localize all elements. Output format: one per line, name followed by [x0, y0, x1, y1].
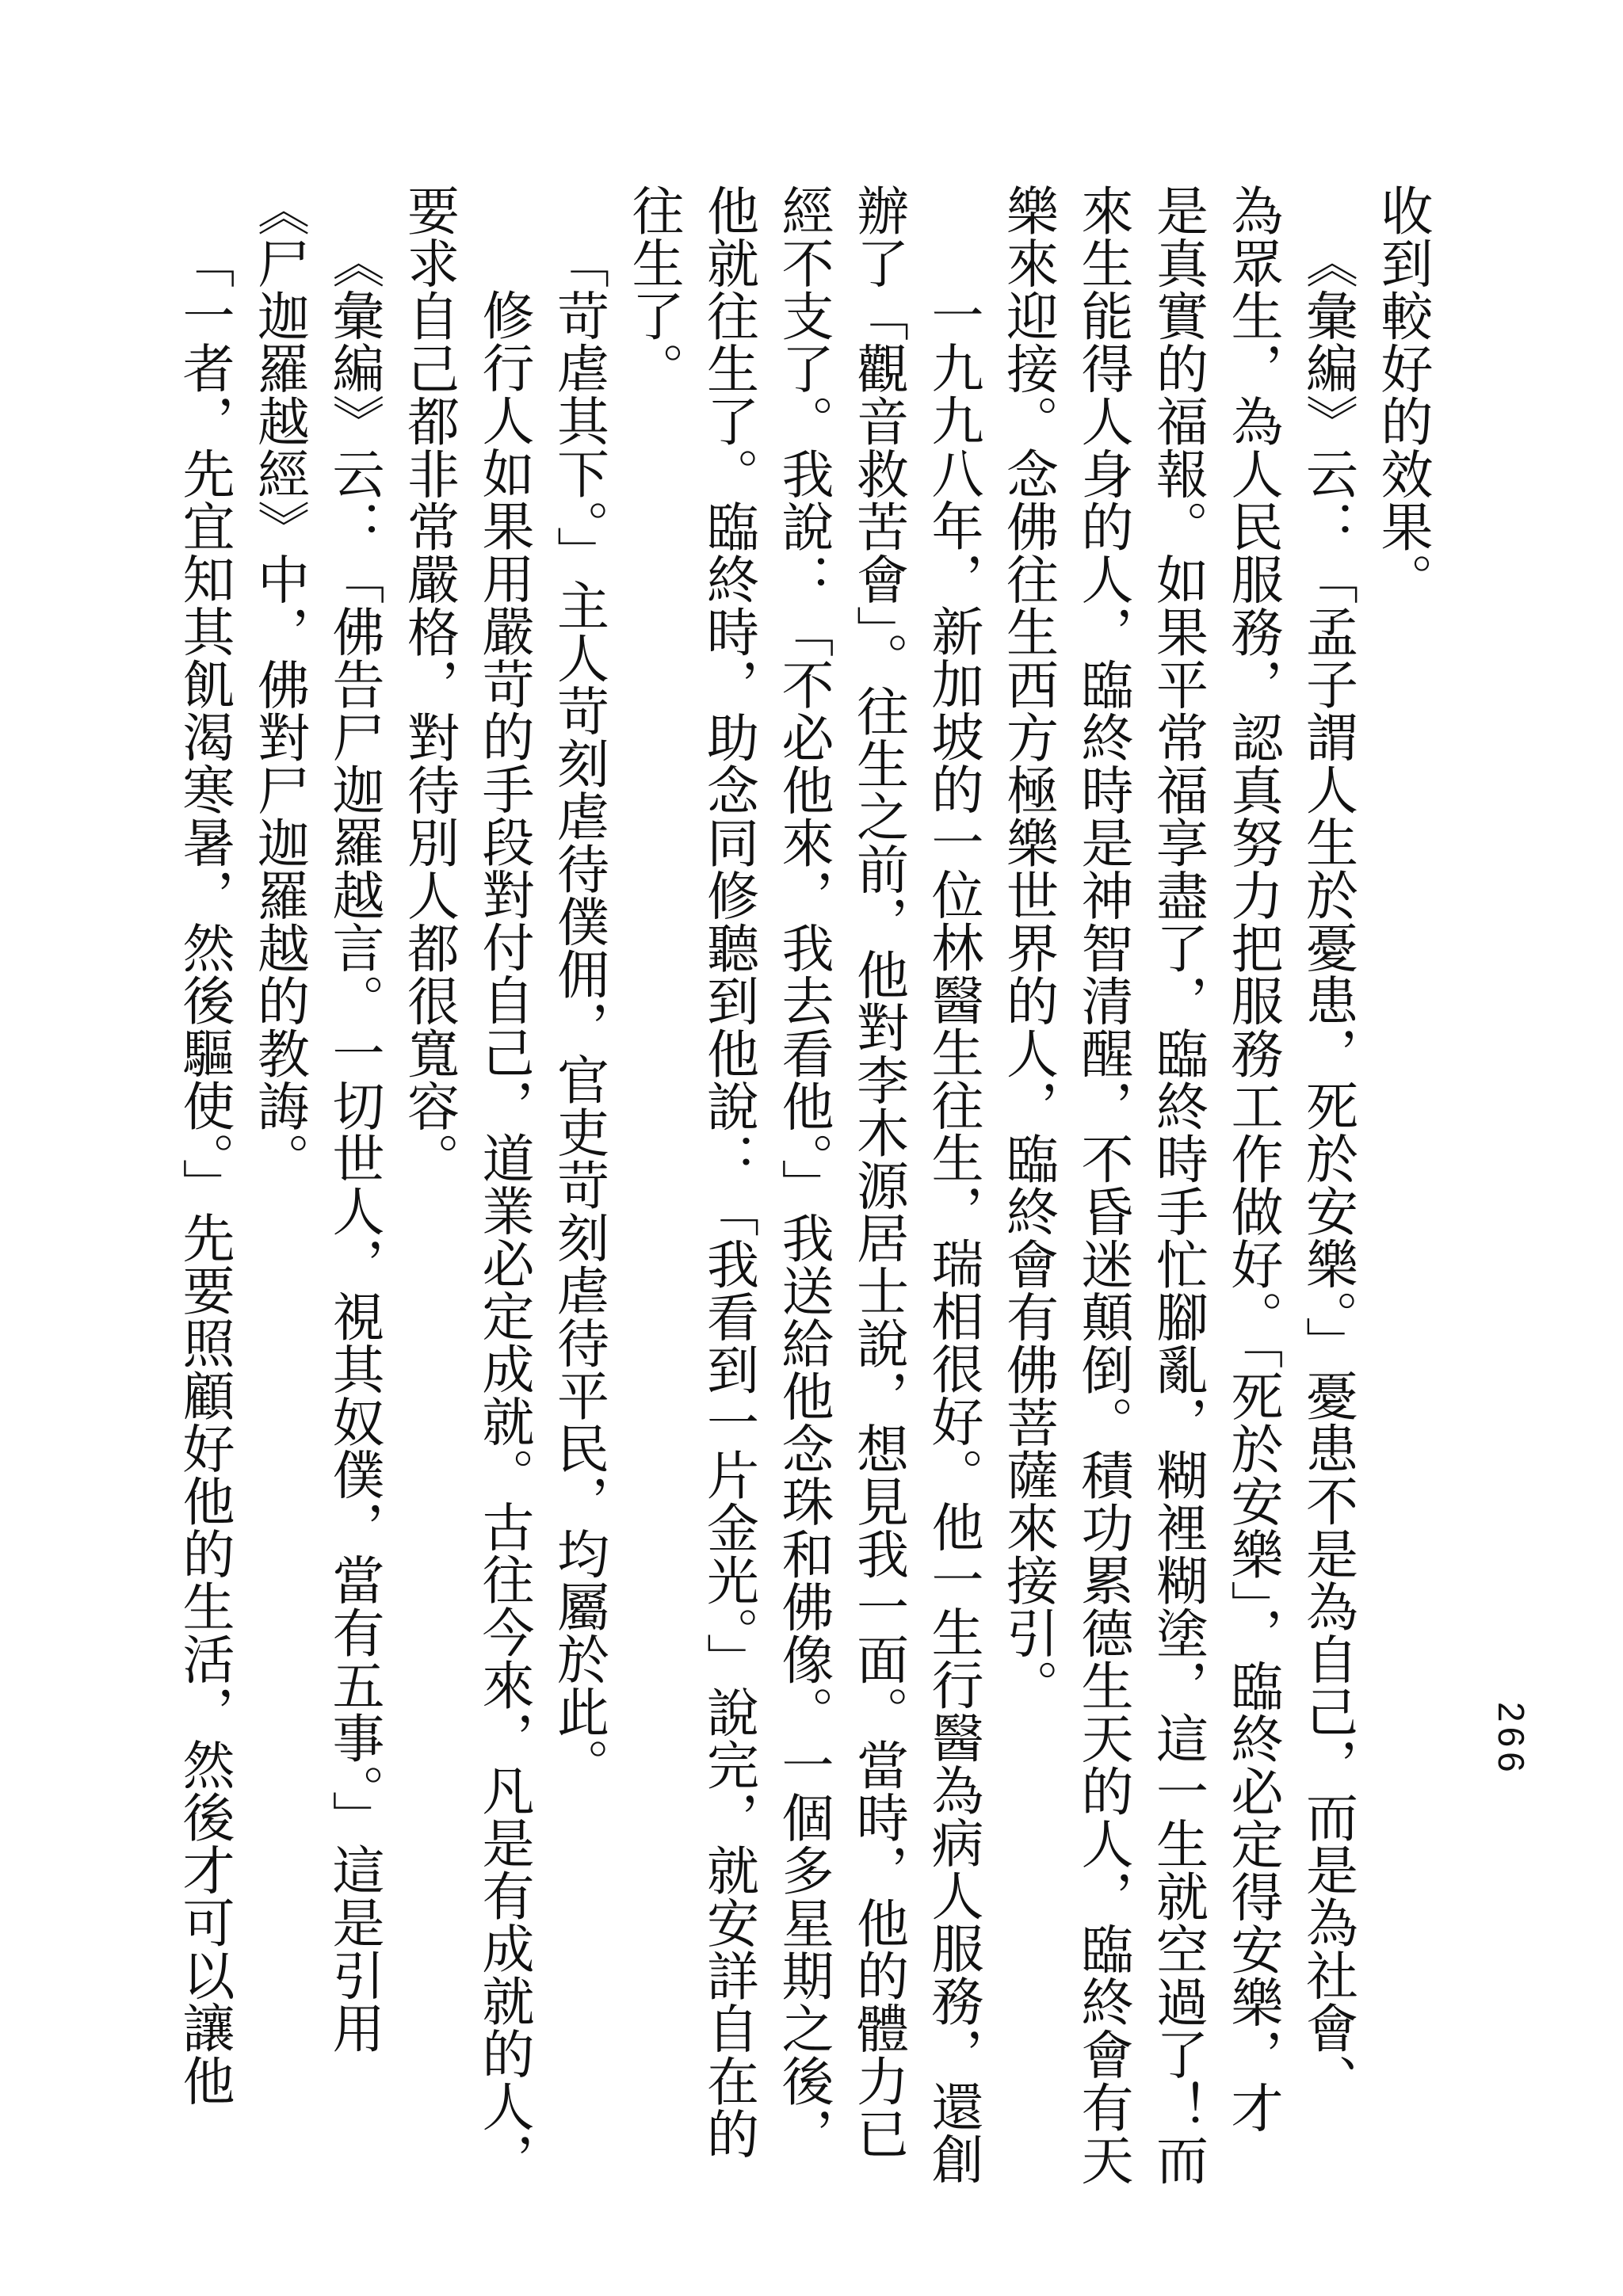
text-column: 《尸迦羅越經》中，佛對尸迦羅越的教誨。	[248, 184, 310, 1185]
text-column: 樂來迎接。念佛往生西方極樂世界的人，臨終會有佛菩薩來接引。	[997, 184, 1059, 1712]
text-column: 要求自己都非常嚴格，對待別人都很寬容。	[398, 184, 460, 1185]
text-column: 一九九八年，新加坡的一位林醫生往生，瑞相很好。他一生行醫為病人服務，還創	[922, 288, 983, 2185]
body-text	[166, 184, 1440, 2212]
text-column: 他就往生了。臨終時，助念同修聽到他說：「我看到一片金光。」說完，就安詳自在的	[697, 184, 759, 2160]
text-column: 辦了「觀音救苦會」。往生之前，他對李木源居士說，想見我一面。當時，他的體力已	[847, 184, 909, 2160]
text-column: 《彙編》云：「孟子謂人生於憂患，死於安樂。」憂患不是為自己，而是為社會、	[1296, 236, 1358, 2107]
text-column: 經不支了。我說：「不必他來，我去看他。」我送給他念珠和佛像。一個多星期之後，	[773, 184, 834, 2160]
text-column: 《彙編》云：「佛告尸迦羅越言。一切世人，視其奴僕，當有五事。」這是引用	[323, 236, 384, 2054]
text-column: 往生了。	[623, 184, 684, 395]
page-number: 266	[1491, 1702, 1532, 1777]
text-column: 「苛虐其下。」主人苛刻虐待僕佣，官吏苛刻虐待平民，均屬於此。	[548, 236, 609, 1791]
text-column: 收到較好的效果。	[1372, 184, 1433, 605]
text-column: 是真實的福報。如果平常福享盡了，臨終時手忙腳亂，糊裡糊塗，這一生就空過了！而	[1147, 184, 1209, 2186]
text-column: 為眾生，為人民服務，認真努力把服務工作做好。「死於安樂」，臨終必定得安樂，才	[1222, 184, 1283, 2134]
text-column: 修行人如果用嚴苛的手段對付自己，道業必定成就。古往今來，凡是有成就的人，	[473, 288, 534, 2185]
text-column: 來生能得人身的人，臨終時是神智清醒，不昏迷顛倒。積功累德生天的人，臨終會有天	[1072, 184, 1133, 2186]
text-column: 「一者，先宜知其飢渴寒暑，然後驅使。」先要照顧好他的生活，然後才可以讓他	[174, 236, 235, 2107]
